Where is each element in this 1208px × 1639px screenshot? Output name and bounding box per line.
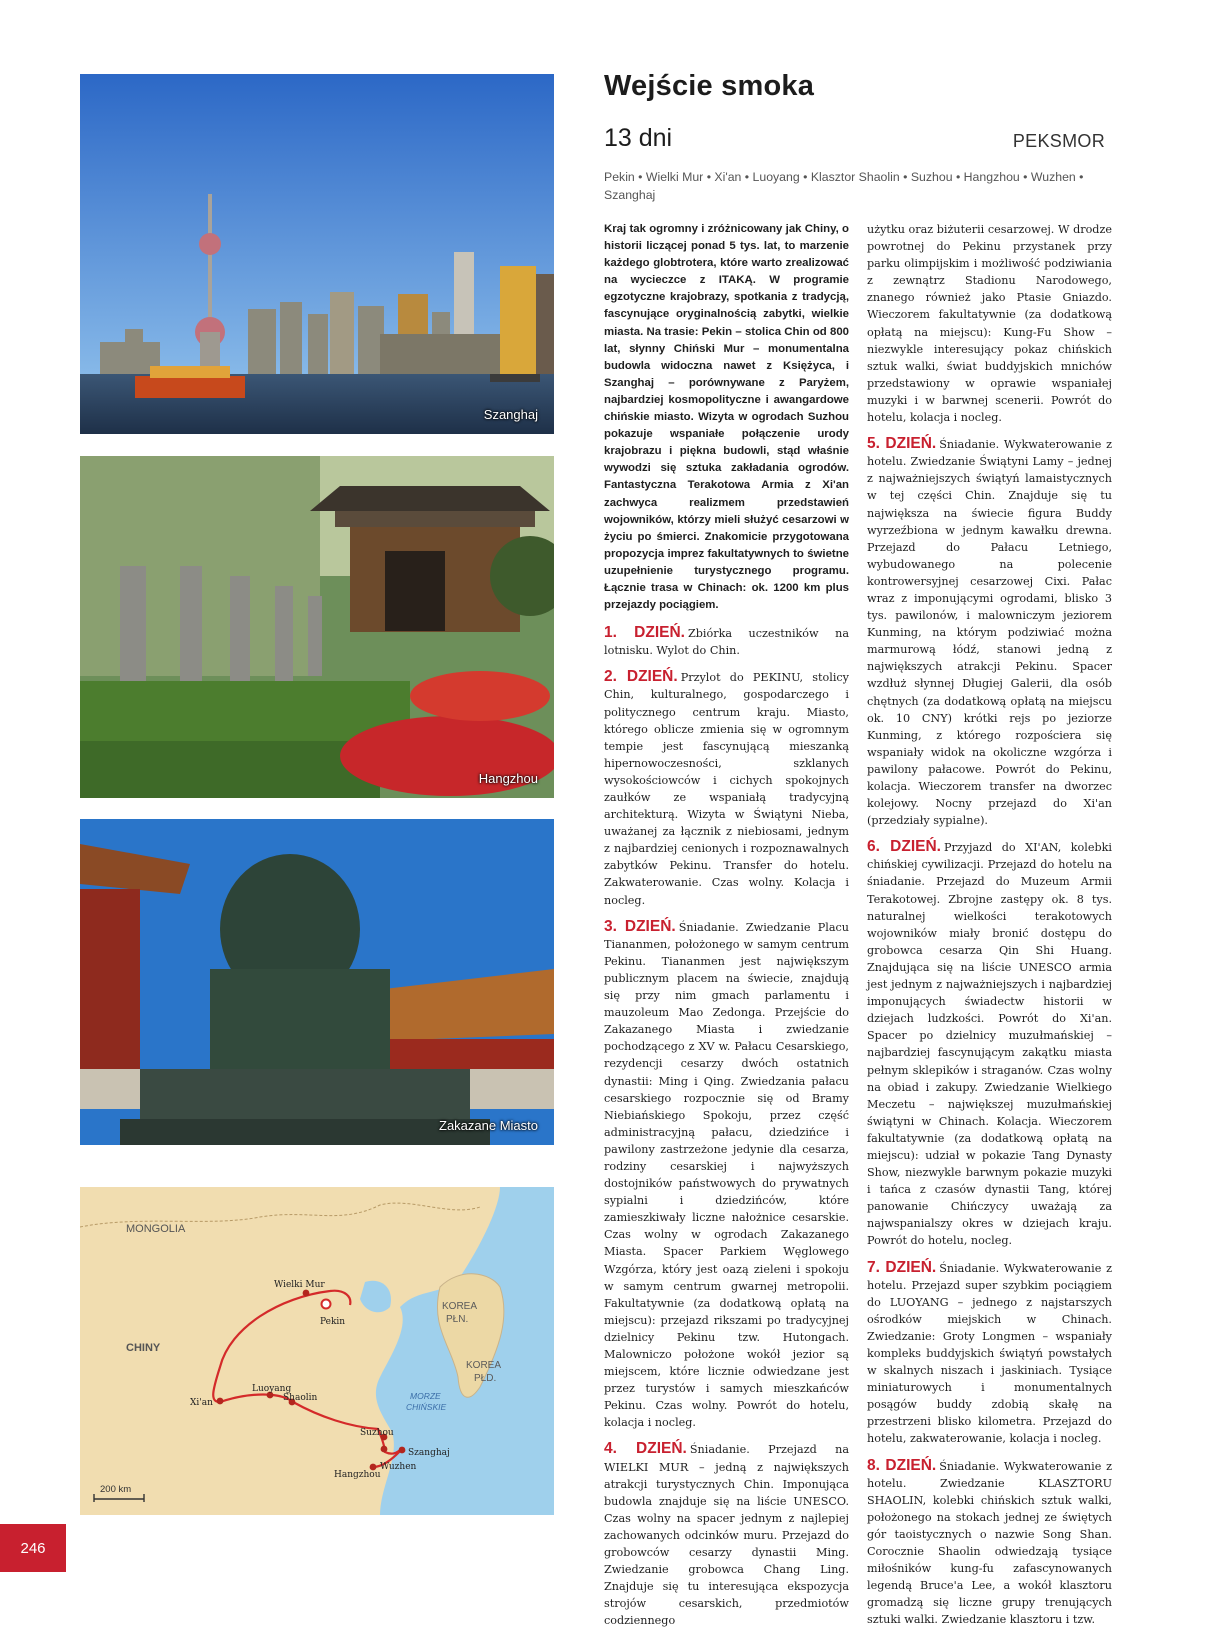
trip-duration: 13 dni — [604, 124, 673, 152]
map-city-wielki-mur: Wielki Mur — [274, 1280, 325, 1290]
map-label-sea: MORZE — [410, 1391, 441, 1401]
map-city-shaolin: Shaolin — [283, 1393, 318, 1403]
page-number: 246 — [0, 1524, 66, 1572]
day-1 — [604, 624, 849, 659]
day-label: 2. DZIEŃ. — [604, 668, 678, 686]
photo-hangzhou — [80, 456, 554, 798]
map-scale: 200 km — [100, 1484, 132, 1495]
route-map — [80, 1187, 554, 1515]
page-title: Wejście smoka — [604, 70, 815, 102]
map-label-korea-pld: KOREA — [466, 1360, 502, 1371]
day-8 — [867, 1457, 1112, 1629]
day-text: Śniadanie. Zwiedzanie Placu Tiananmen, położonego w samym centrum Pekinu. Tiananmen jest największym publicznym placem na świecie, znajdują się przy nim gmach parlamentu i mauzoleum Mao Zedonga. Przejście do Zakazanego Miasta i zwiedzanie pochodzącego z XV w. Pałacu Cesarskiego, rezydencji cesarzy dwóch ostatnich dynastii: Ming i Qing. Zwiedzania pałacu cesarskiego rozpocznie się od Bramy Niebiańskiego Spokoju, przez część administracyjną pałacu, dziedzińce i pawilony zastrzeżone jedynie dla cesarza, rodziny cesarskiej i najwyższych dostojników państwowych do prywatnych sypialni i dziedzińców, które zamieszkiwały liczne nałożnice cesarskie. Czas wolny w ogrodach Zakazanego Miasta. Spacer Parkiem Węglowego Wzgórza, który jest oazą zieleni i spokoju w samym centrum gwarnej metropolii. Fakultatywnie (za dodatkową opłatą na miejscu): przejazd rikszami po tradycyjnej dzielnicy Pekinu tzw. Hutongach. Malowniczo położone wokół jezior są miejscem, które licznie odwiedzane jest przez turystów i samych mieszkańców Pekinu. Czas wolny. Powrót do hotelu, kolacja i nocleg. — [604, 920, 849, 1430]
day-4-continued: użytku oraz biżuterii cesarzowej. W drodze powrotnej do Pekinu przystanek przy parku olimpijskim i możliwość podziwiania z zewnątrz Stadionu Narodowego, znanego również jako Ptasie Gniazdo. Wieczorem fakultatywnie (za dodatkową opłatą na miejscu): Kung-Fu Show – niezwykle interesujący pokaz chińskich sztuk walki, świat buddyjskich mnichów przedstawiony w oprawie wspaniałej muzyki i w barwnej scenerii. Powrót do hotelu, kolacja i nocleg. — [867, 223, 1112, 425]
day-label: 6. DZIEŃ. — [867, 838, 941, 856]
day-label: 4. DZIEŃ. — [604, 1440, 687, 1458]
day-6 — [867, 838, 1112, 1249]
photo-caption: Szanghaj — [483, 407, 538, 422]
map-label-korea-pln-2: PŁN. — [446, 1314, 469, 1325]
map-label-korea-pld-2: PŁD. — [474, 1373, 497, 1384]
day-text: Śniadanie. Wykwaterowanie z hotelu. Przejazd super szybkim pociągiem do LUOYANG – jednego z najstarszych ośrodków miejskich w Chinach. Zwiedzanie: Groty Longmen – wspaniały kompleks buddyjskich świątyń powstałych w skalnych niszach i jaskiniach. Tysiące miniaturowych i monumentalnych posągów buddy zdobią skałę na przestrzeni blisko kilometra. Przejazd do hotelu, zakwaterowanie, kolacja i nocleg. — [867, 1261, 1112, 1446]
day-3 — [604, 918, 849, 1432]
map-label-korea-pln: KOREA — [442, 1301, 478, 1312]
day-4 — [604, 1440, 849, 1629]
text-column-right — [867, 221, 1112, 1638]
map-city-wuzhen: Wuzhen — [380, 1462, 417, 1472]
intro-paragraph: Kraj tak ogromny i zróżnicowany jak Chiny, o historii liczącej ponad 5 tys. lat, to marzenie każdego globtrotera, które warto zrealizować na wycieczce z ITAKĄ. W programie egzotyczne krajobrazy, spotkania z tradycją, fascynujące oryginalnością zabytki, wielkie miasta. Na trasie: Pekin – stolica Chin od 800 lat, słynny Chiński Mur – monumentalna budowla widoczna nawet z Księżyca, i Szanghaj – porównywane z Paryżem, najbardziej kosmopolityczne i awangardowe chińskie miasto. Wizyta w ogrodach Suzhou pokazuje wspaniałe połączenie urody krajobrazu i piękna budowli, stąd właśnie wywodzi się sztuka zakładania ogrodów. Fantastyczna Terakotowa Armia z Xi'an zachwyca realizmem przedstawień wojowników, którzy mieli służyć cesarzowi w życiu po śmierci. Znakomicie przygotowana propozycja imprez fakultatywnych to świetne uzupełnienie turystycznego programu. Łącznie trasa w Chinach: ok. 1200 km plus przejazdy pociągiem. — [604, 223, 849, 612]
route-list: Pekin • Wielki Mur • Xi'an • Luoyang • Klasztor Shaolin • Suzhou • Hangzhou • Wuzhen • Szanghaj — [604, 170, 1084, 202]
operator-code: PEKSMOR — [1012, 131, 1105, 151]
map-city-xian: Xi'an — [190, 1398, 213, 1408]
day-2 — [604, 668, 849, 908]
day-text: Przyjazd do XI'AN, kolebki chińskiej cywilizacji. Przejazd do hotelu na śniadanie. Przejazd do Muzeum Armii Terakotowej. Zbrojne zastępy ok. 8 tys. naturalnej wielkości terakotowych wojowników miały bronić dostępu do grobowca cesarza Qin Shi Huang. Znajdująca się na liście UNESCO armia jest jednym z najważniejszych i najbardziej imponujących świadectw historii w dziejach ludzkości. Powrót do Xi'an. Spacer po dzielnicy muzułmańskiej – najbardziej fascynującym zakątku miasta pełnym sklepików i straganów. Czas wolny na obiad i zakupy. Zwiedzanie Wielkiego Meczetu – największej muzułmańskiej świątyni w Chinach. Kolacja. Wieczorem fakultatywnie (za dodatkową opłatą na miejscu): udział w pokazie Tang Dynasty Show, niezwykle barwnym pokazie muzyki i tańca z czasów dynastii Tang, której panowanie Chińczycy uważają za najwspanialszy okres w dziejach kraju. Powrót do hotelu, nocleg. — [867, 841, 1112, 1248]
day-text: Śniadanie. Wykwaterowanie z hotelu. Zwiedzanie KLASZTORU SHAOLIN, kolebki chińskich sztuk walki, położonego na stokach jednej ze świętych gór taoistycznych o nazwie Song Shan. Corocznie Shaolin odwiedzają tysiące miłośników kung-fu zafascynowanych legendą Bruce'a Lee, a wokół klasztoru gromadzą się liczne grupy trenujących sztuki walki. Zwiedzanie klasztoru i tzw. — [867, 1459, 1112, 1627]
map-city-szanghaj: Szanghaj — [408, 1448, 450, 1458]
photo-szanghaj — [80, 74, 554, 434]
photo-zakazane-miasto — [80, 819, 554, 1145]
day-text: Zbiórka uczestników na lotnisku. Wylot do Chin. — [604, 627, 849, 658]
day-5 — [867, 435, 1112, 829]
day-label: 1. DZIEŃ. — [604, 624, 685, 642]
photo-caption: Hangzhou — [478, 771, 538, 786]
photo-caption: Zakazane Miasto — [439, 1118, 538, 1133]
map-label-mongolia: MONGOLIA — [126, 1223, 186, 1235]
map-label-chiny: CHINY — [126, 1342, 161, 1354]
map-label-sea-2: CHIŃSKIE — [406, 1402, 447, 1412]
day-label: 8. DZIEŃ. — [867, 1456, 937, 1474]
map-city-luoyang: Luoyang — [252, 1384, 292, 1394]
day-label: 5. DZIEŃ. — [867, 435, 937, 453]
map-city-pekin: Pekin — [320, 1317, 346, 1327]
day-label: 7. DZIEŃ. — [867, 1258, 937, 1276]
text-column-left — [604, 221, 849, 1639]
day-text: Śniadanie. Wykwaterowanie z hotelu. Zwiedzanie Świątyni Lamy – jednej z najważniejszych świątyń lamaistycznych w tej części Chin. Znajduje się tu największa na świecie figura Buddy wyrzeźbiona w jednym kawałku drewna. Przejazd do Pałacu Letniego, wybudowanego na polecenie kontrowersyjnej cesarzowej Cixi. Pałac wraz z imponującymi ogrodami, blisko 3 tys. pawilonów, i malowniczym jeziorem Kunming, na którym podziwiać można marmurową łódź, stanowi jedną z największych atrakcji Pekinu. Spacer wzdłuż słynnej Długiej Galerii, dla osób chętnych (za dodatkową opłatą na miejscu ok. 10 CNY) krótki rejs po jeziorze Kunming, z którego rozpościera się wspaniały widok na okoliczne wzgórza i pawilony pałacowe. Powrót do Pekinu, kolacja. Wieczorem transfer na dworzec kolejowy. Nocny przejazd do Xi'an (przedziały sypialne). — [867, 438, 1112, 828]
day-label: 3. DZIEŃ. — [604, 917, 676, 935]
day-text: Przylot do PEKINU, stolicy Chin, kulturalnego, gospodarczego i politycznego centrum kraju. Miasto, którego oblicze zmienia się w ogromnym tempie jest fascynującą mieszanką hipernowoczesności, szklanych wysokościowców i cichych spokojnych zaułków ze wspaniałą tradycyjną architekturą. Wizyta w Świątyni Nieba, uważanej za łącznik z niebiosami, jednym z najbardziej cenionych i rozpoznawalnych zabytków Pekinu. Transfer do hotelu. Zakwaterowanie. Czas wolny. Kolacja i nocleg. — [604, 671, 849, 907]
map-city-hangzhou: Hangzhou — [334, 1470, 381, 1480]
day-text: Śniadanie. Przejazd na WIELKI MUR – jedną z największych atrakcji turystycznych Chin. Imponująca budowla znajduje się na liście UNESCO. Czas wolny na spacer jednym z najlepiej zachowanych odcinków muru. Przejazd do grobowców cesarzy dynastii Ming. Zwiedzanie grobowca Chang Ling. Znajduje się tu interesująca ekspozycja strojów cesarskich, przedmiotów codziennego — [604, 1443, 850, 1628]
map-city-suzhou: Suzhou — [360, 1428, 394, 1438]
day-7 — [867, 1259, 1112, 1448]
